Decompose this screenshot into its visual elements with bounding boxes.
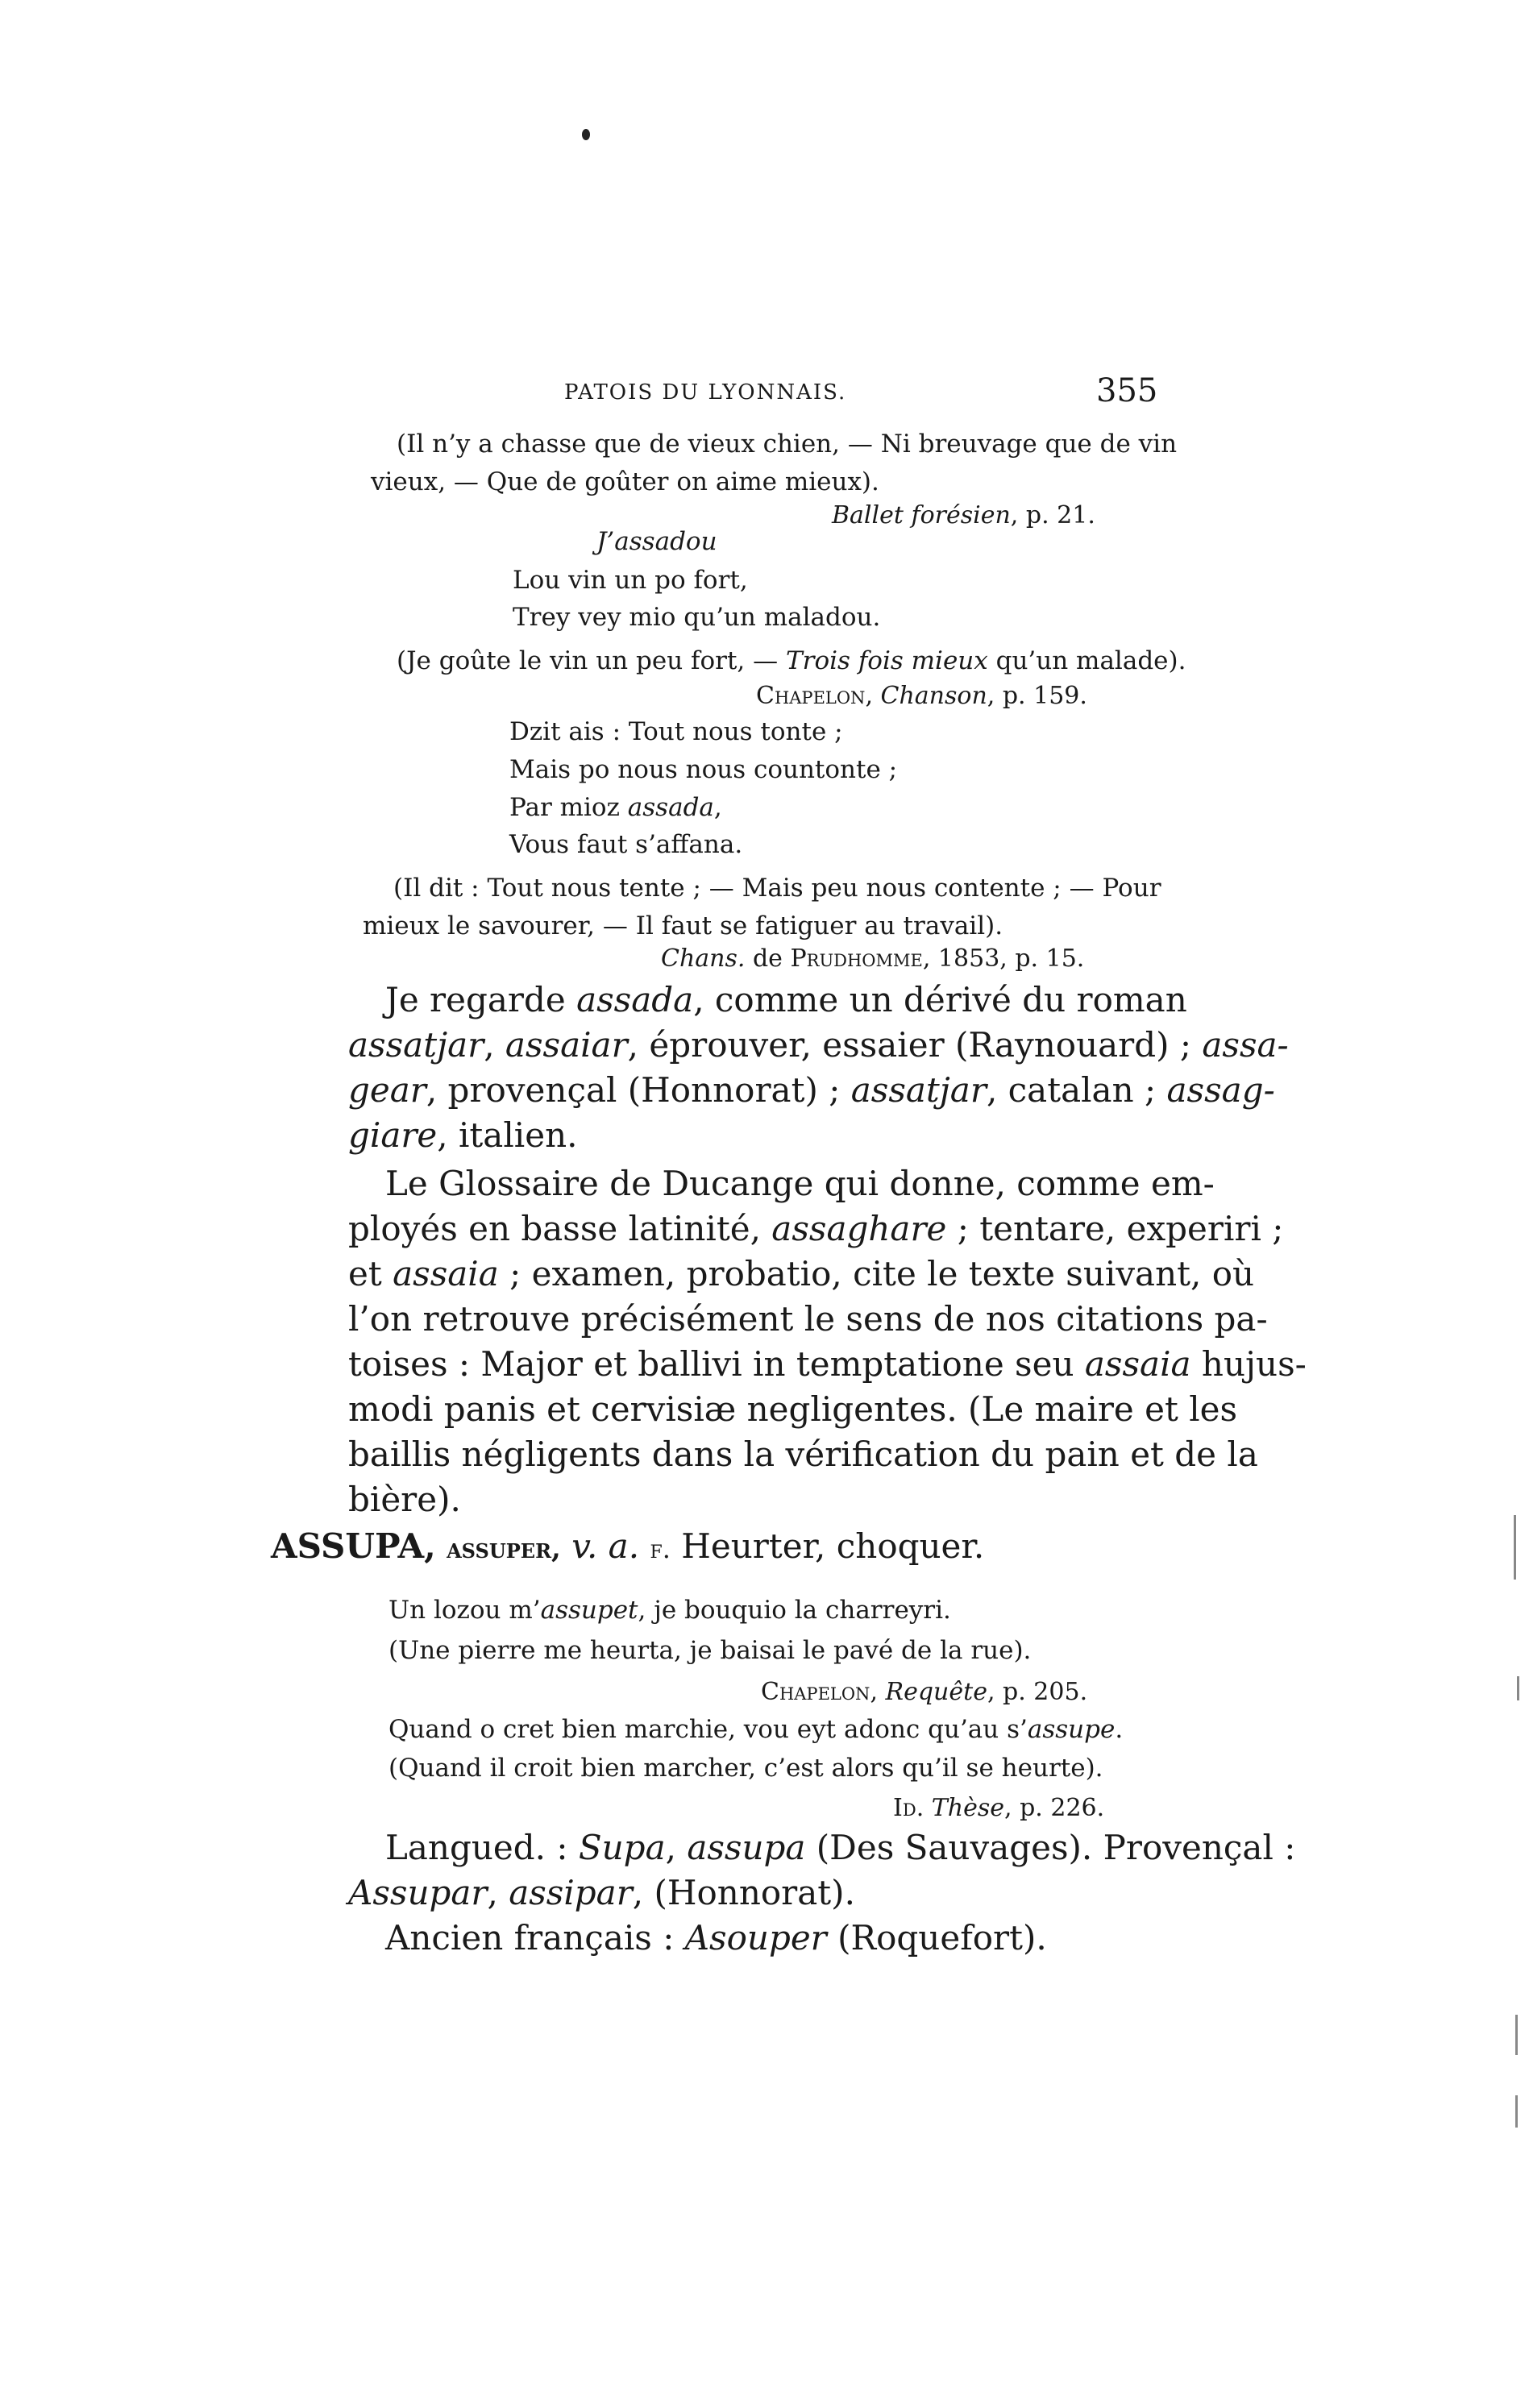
body-text: et [348, 1254, 393, 1293]
body-text: (Roquefort). [826, 1918, 1047, 1958]
body-line [348, 1025, 1289, 1065]
body-text: Je regarde [385, 980, 577, 1019]
body-line: l’on retrouve précisément le sens de nos citations pa- [348, 1299, 1268, 1339]
citation-work: Ballet forésien [832, 501, 1011, 529]
headword-variant: assuper, [447, 1533, 561, 1565]
body-line [348, 1070, 1275, 1110]
running-title: PATOIS DU LYONNAIS. [564, 380, 847, 405]
term: assupa [687, 1828, 806, 1867]
term: assag- [1166, 1070, 1275, 1110]
body-line [348, 1873, 855, 1912]
body-text: Langued. : [385, 1828, 579, 1867]
body-text: ployés en basse latinité, [348, 1209, 772, 1248]
translation-italic: Trois fois mieux [785, 646, 988, 675]
citation: Chapelon, Requête, p. 205. [761, 1678, 1088, 1706]
body-line [348, 1254, 1254, 1293]
body-line: baillis négligents dans la vérification du pain et de la [348, 1434, 1258, 1474]
body-text: toises : Major et ballivi in temptatione seu [348, 1344, 1085, 1384]
citation [661, 945, 1084, 973]
citation-author: Prudhomme [790, 945, 923, 973]
citation-work: Requête [885, 1678, 987, 1706]
citation-page: , p. 159. [987, 682, 1087, 710]
page-number: 355 [1096, 372, 1158, 409]
citation-work: Chans. [661, 945, 746, 973]
verse-line [388, 1596, 951, 1625]
body-text: hujus- [1190, 1344, 1307, 1384]
body-line [348, 1209, 1283, 1248]
translation-line: (Il n’y a chasse que de vieux chien, — Ni breuvage que de vin [397, 430, 1178, 459]
verse-line [388, 1715, 1123, 1744]
body-line: modi panis et cervisiæ negligentes. (Le maire et les [348, 1389, 1238, 1429]
verse-head: J’assadou [596, 527, 717, 556]
translation-line: (Il dit : Tout nous tente ; — Mais peu nous contente ; — Pour [393, 874, 1161, 903]
region-mark: f. [650, 1534, 671, 1564]
body-text: , [484, 1025, 505, 1065]
verse-italic: assupet [540, 1596, 638, 1625]
term: assaia [1084, 1344, 1191, 1384]
verse-italic: assada [627, 793, 714, 822]
translation-line: (Une pierre me heurta, je baisai le pavé de la rue). [388, 1636, 1032, 1665]
body-line [348, 1344, 1307, 1384]
citation-page: , p. 21. [1010, 501, 1095, 529]
translation-line: mieux le savourer, — Il faut se fatiguer au travail). [363, 911, 1003, 940]
translation-text: qu’un malade). [987, 646, 1186, 675]
definition: Heurter, choquer. [681, 1526, 985, 1566]
term: Asouper [684, 1918, 827, 1958]
body-text: , (Honnorat). [632, 1873, 855, 1912]
verse-line: Vous faut s’affana. [509, 830, 743, 859]
scan-mark [1515, 2015, 1518, 2055]
verse-text: Quand o cret bien marchie, vou eyt adonc qu’au s’ [388, 1715, 1028, 1744]
term: assaiar [505, 1025, 628, 1065]
body-line: bière). [348, 1480, 461, 1519]
dictionary-entry [271, 1526, 984, 1566]
scan-mark [1517, 1676, 1519, 1700]
verse-line: Trey vey mio qu’un maladou. [513, 603, 881, 632]
body-text: , catalan ; [986, 1070, 1167, 1110]
verse-italic: assupe [1027, 1715, 1116, 1744]
translation-line [397, 646, 1186, 675]
citation-author: Id. [893, 1794, 924, 1822]
citation-page: , 1853, p. 15. [922, 945, 1085, 973]
citation-page: , p. 226. [1004, 1794, 1105, 1822]
body-text: , [665, 1828, 688, 1867]
term: assatjar [348, 1025, 484, 1065]
translation-line: vieux, — Que de goûter on aime mieux). [371, 467, 879, 496]
citation-work: Thèse [931, 1794, 1005, 1822]
term: Assupar [348, 1873, 488, 1912]
translation-text: (Je goûte le vin un peu fort, — [397, 646, 786, 675]
verse-text: , [713, 793, 722, 822]
term: giare [348, 1115, 438, 1155]
term: assaia [393, 1254, 499, 1293]
body-text: , italien. [437, 1115, 578, 1155]
verse-line [509, 793, 722, 822]
citation [832, 501, 1095, 529]
scan-mark [1515, 2095, 1518, 2128]
citation-text: de [745, 945, 791, 973]
body-text: , [487, 1873, 509, 1912]
body-text: (Des Sauvages). Provençal : [805, 1828, 1296, 1867]
citation: Chapelon, Chanson, p. 159. [756, 682, 1087, 710]
translation-line: (Quand il croit bien marcher, c’est alors qu’il se heurte). [388, 1754, 1103, 1783]
body-text: , éprouver, essaier (Raynouard) ; [627, 1025, 1203, 1065]
body-line: Le Glossaire de Ducange qui donne, comme em- [385, 1164, 1215, 1203]
body-line [385, 1828, 1295, 1867]
verse-line: Lou vin un po fort, [513, 566, 748, 595]
body-text: Ancien français : [385, 1918, 685, 1958]
term: gear [348, 1070, 426, 1110]
body-text: ; examen, probatio, cite le texte suivant, où [498, 1254, 1255, 1293]
verse-text: Un lozou m’ [388, 1596, 541, 1625]
citation-author: Chapelon [761, 1678, 870, 1706]
body-line [385, 980, 1187, 1019]
body-text: ; tentare, experiri ; [946, 1209, 1284, 1248]
scan-speck [582, 129, 590, 140]
verse-text: , je bouquio la charreyri. [638, 1596, 951, 1625]
verse-text: Par mioz [509, 793, 628, 822]
term: Supa [578, 1828, 666, 1867]
body-text: , provençal (Honnorat) ; [426, 1070, 851, 1110]
headword: ASSUPA, [271, 1526, 436, 1566]
grammar-label: v. a. [571, 1526, 640, 1566]
citation-work: Chanson [880, 682, 987, 710]
body-line [385, 1918, 1047, 1958]
citation-author: Chapelon [756, 682, 866, 710]
term: assatjar [850, 1070, 987, 1110]
scan-mark [1514, 1515, 1516, 1580]
term: assipar [509, 1873, 633, 1912]
body-text: , comme un dérivé du roman [693, 980, 1187, 1019]
term: assaghare [771, 1209, 947, 1248]
citation-page: , p. 205. [987, 1678, 1088, 1706]
term: assada [576, 980, 694, 1019]
body-line [348, 1115, 577, 1155]
term: assa- [1202, 1025, 1289, 1065]
verse-text: . [1115, 1715, 1124, 1744]
verse-line: Mais po nous nous countonte ; [509, 755, 898, 784]
verse-line: Dzit ais : Tout nous tonte ; [509, 717, 843, 746]
citation [893, 1794, 1104, 1822]
